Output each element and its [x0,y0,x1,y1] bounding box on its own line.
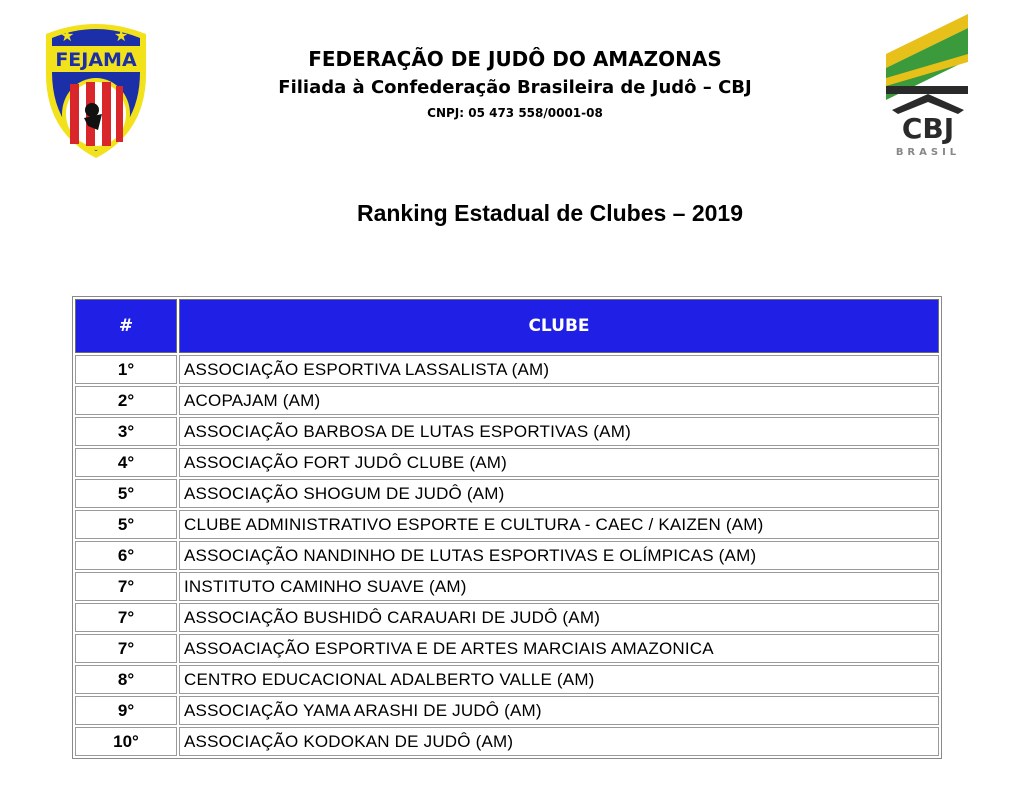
fejama-logo [40,14,152,160]
club-name: CLUBE ADMINISTRATIVO ESPORTE E CULTURA - CAEC / KAIZEN (AM) [179,510,939,539]
column-header-club: CLUBE [179,299,939,353]
table-row [75,665,939,694]
federation-name: FEDERAÇÃO DE JUDÔ DO AMAZONAS [308,47,722,71]
rank-position: 7° [75,603,177,632]
table-row [75,417,939,446]
club-name: ASSOACIAÇÃO ESPORTIVA E DE ARTES MARCIAIS AMAZONICA [179,634,939,663]
table-row [75,510,939,539]
club-name: ASSOCIAÇÃO KODOKAN DE JUDÔ (AM) [179,727,939,756]
table-row [75,696,939,725]
rank-position: 3° [75,417,177,446]
rank-position: 4° [75,448,177,477]
table-row [75,572,939,601]
svg-text:★: ★ [114,26,129,45]
document-header [0,0,1024,170]
fejama-logo-text: FEJAMA [55,49,137,71]
cbj-logo-text: CBJ [901,112,955,145]
club-name: ASSOCIAÇÃO BARBOSA DE LUTAS ESPORTIVAS (AM) [179,417,939,446]
rank-position: 2° [75,386,177,415]
table-header-row [75,299,939,353]
table-row [75,634,939,663]
club-name: ASSOCIAÇÃO BUSHIDÔ CARAUARI DE JUDÔ (AM) [179,603,939,632]
rank-position: 9° [75,696,177,725]
table-row [75,541,939,570]
club-name: ASSOCIAÇÃO FORT JUDÔ CLUBE (AM) [179,448,939,477]
club-name: ASSOCIAÇÃO NANDINHO DE LUTAS ESPORTIVAS E OLÍMPICAS (AM) [179,541,939,570]
rank-position: 6° [75,541,177,570]
rank-position: 5° [75,510,177,539]
column-header-position: # [75,299,177,353]
rank-position: 7° [75,572,177,601]
rank-position: 5° [75,479,177,508]
club-name: ASSOCIAÇÃO SHOGUM DE JUDÔ (AM) [179,479,939,508]
federation-cnpj: CNPJ: 05 473 558/0001-08 [427,106,603,120]
club-name: ACOPAJAM (AM) [179,386,939,415]
rank-position: 10° [75,727,177,756]
table-row [75,386,939,415]
federation-info [200,44,830,124]
cbj-logo-subtext: BRASIL [895,147,961,158]
rank-position: 1° [75,355,177,384]
table-row [75,355,939,384]
federation-affiliation: Filiada à Confederação Brasileira de Judô – CBJ [278,77,752,98]
table-row [75,479,939,508]
club-name: INSTITUTO CAMINHO SUAVE (AM) [179,572,939,601]
club-name: CENTRO EDUCACIONAL ADALBERTO VALLE (AM) [179,665,939,694]
ranking-title: Ranking Estadual de Clubes – 2019 [356,200,744,226]
table-row [75,727,939,756]
cbj-logo [882,14,974,159]
svg-text:★: ★ [60,26,75,45]
club-name: ASSOCIAÇÃO YAMA ARASHI DE JUDÔ (AM) [179,696,939,725]
rank-position: 8° [75,665,177,694]
table-row [75,603,939,632]
rank-position: 7° [75,634,177,663]
table-row [75,448,939,477]
ranking-table [72,296,942,759]
club-name: ASSOCIAÇÃO ESPORTIVA LASSALISTA (AM) [179,355,939,384]
